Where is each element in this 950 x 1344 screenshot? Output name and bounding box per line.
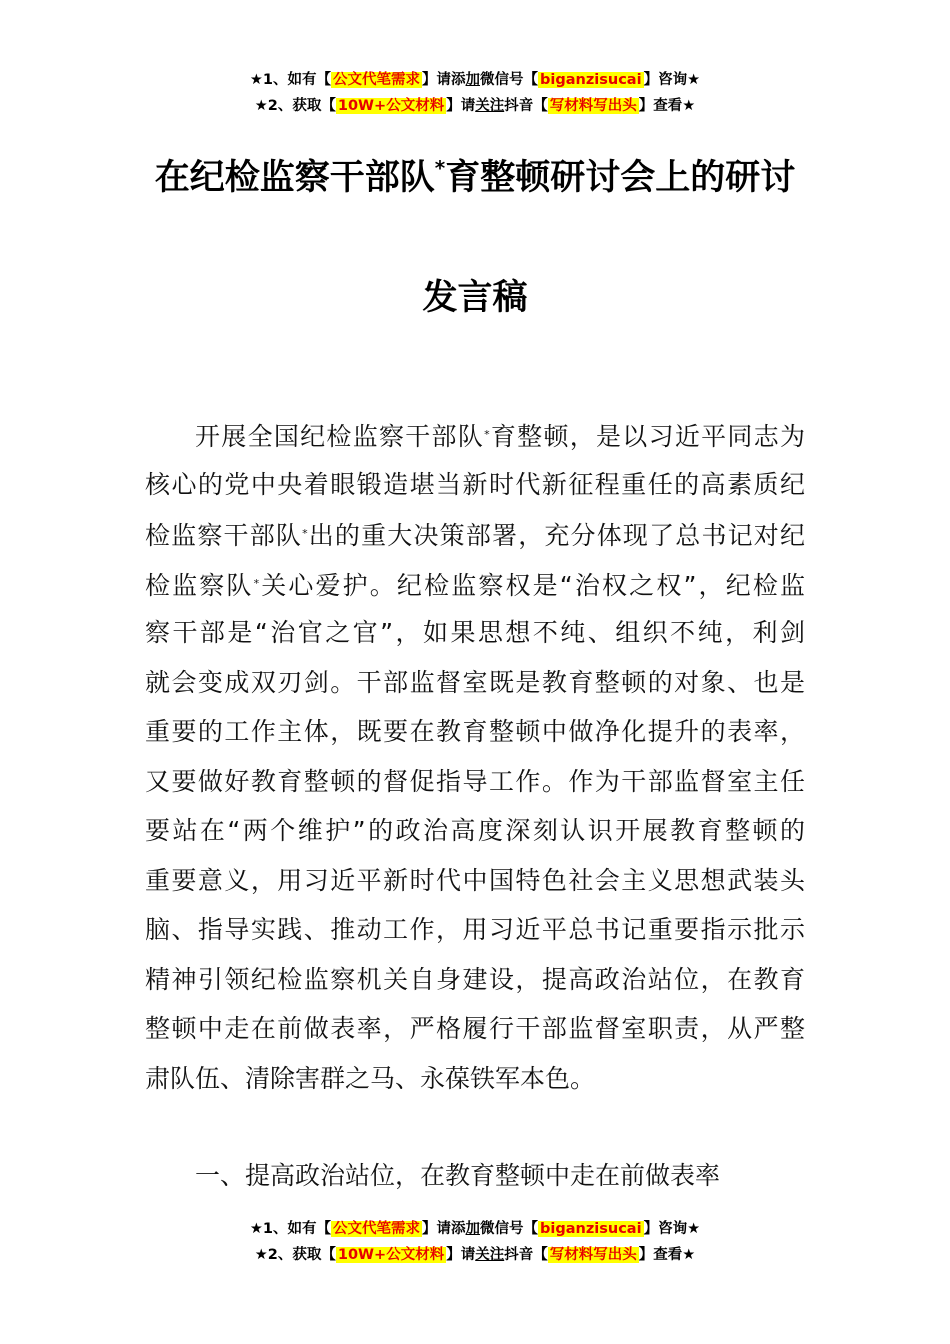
body-line bbox=[145, 509, 805, 559]
body-line bbox=[145, 905, 805, 955]
banner-line-1 bbox=[0, 1216, 950, 1242]
asterisk-mark: * bbox=[302, 527, 308, 540]
banner-highlight: 10W+公文材料 bbox=[337, 1247, 445, 1263]
banner-line-2 bbox=[0, 93, 950, 119]
body-text-segment: 整顿中走在前做表率，严格履行干部监督室职责，从严整 bbox=[145, 1014, 805, 1043]
document-title bbox=[0, 150, 950, 200]
banner-highlight: 写材料写出头 bbox=[549, 1247, 637, 1263]
body-line bbox=[145, 707, 805, 757]
banner-text: 】咨询★ bbox=[643, 1221, 701, 1237]
body-paragraph bbox=[145, 410, 805, 1103]
body-text-segment: 重要意义，用习近平新时代中国特色社会主义思想武装头 bbox=[145, 865, 805, 895]
banner-text: 】请添 bbox=[422, 72, 466, 88]
body-text-segment: 就会变成双刃剑。干部监督室既是教育整顿的对象、也是 bbox=[145, 667, 805, 697]
banner-text: 】请 bbox=[446, 98, 476, 114]
header-banner bbox=[0, 67, 950, 119]
body-text-segment: 育整顿，是以习近平同志为 bbox=[489, 422, 805, 451]
body-line bbox=[145, 460, 805, 510]
body-text-segment: 核心的党中央着眼锻造堪当新时代新征程重任的高素质纪 bbox=[145, 469, 805, 499]
banner-text: 微信号【 bbox=[480, 72, 539, 88]
banner-text: 】请添 bbox=[422, 1221, 466, 1237]
banner-underline: 加 bbox=[465, 72, 481, 88]
section-heading: 一、提高政治站位，在教育整顿中走在前做表率 bbox=[195, 1161, 721, 1190]
body-text-segment: 检监察干部队 bbox=[145, 521, 303, 550]
banner-line-1 bbox=[0, 67, 950, 93]
body-text-segment: 要站在“两个维护”的政治高度深刻认识开展教育整顿的 bbox=[145, 816, 805, 845]
banner-text: 】请 bbox=[446, 1247, 476, 1263]
banner-highlight: biganzisucai bbox=[540, 72, 642, 88]
body-text-segment: 肃队伍、清除害群之马、永葆铁军本色。 bbox=[145, 1063, 596, 1093]
body-line bbox=[145, 658, 805, 708]
banner-text: ★2、获取【 bbox=[254, 1247, 336, 1263]
body-line bbox=[145, 806, 805, 856]
title-mark: * bbox=[434, 156, 446, 180]
body-text-segment: 开展全国纪检监察干部队 bbox=[195, 422, 485, 451]
document-title-line-2: 发言稿 bbox=[422, 278, 528, 318]
body-text-segment: 检监察队 bbox=[145, 570, 254, 600]
body-line bbox=[145, 955, 805, 1005]
body-text-segment: 重要的工作主体，既要在教育整顿中做净化提升的表率， bbox=[145, 717, 805, 746]
footer-banner bbox=[0, 1216, 950, 1268]
title-text: 在纪检监察干部队 bbox=[154, 158, 435, 198]
banner-text: ★2、获取【 bbox=[254, 98, 336, 114]
banner-highlight: 公文代笔需求 bbox=[333, 72, 421, 88]
body-text-segment: 精神引领纪检监察机关自身建设，提高政治站位，在教育 bbox=[145, 964, 805, 994]
body-text-segment: 脑、指导实践、推动工作，用习近平总书记重要指示批示 bbox=[145, 915, 805, 944]
banner-highlight: biganzisucai bbox=[540, 1221, 642, 1237]
banner-text: 抖音【 bbox=[504, 98, 548, 114]
banner-underline: 关注 bbox=[475, 1247, 505, 1263]
asterisk-mark: * bbox=[484, 428, 490, 441]
banner-highlight: 写材料写出头 bbox=[549, 98, 637, 114]
title-text: 育整顿研讨会上的研讨 bbox=[445, 158, 796, 198]
body-text-segment: 察干部是“治官之官”，如果思想不纯、组织不纯，利剑 bbox=[145, 618, 805, 647]
banner-text: 抖音【 bbox=[504, 1247, 548, 1263]
banner-highlight: 公文代笔需求 bbox=[333, 1221, 421, 1237]
banner-text: 微信号【 bbox=[480, 1221, 539, 1237]
banner-underline: 关注 bbox=[475, 98, 505, 114]
banner-line-2 bbox=[0, 1242, 950, 1268]
banner-text: ★1、如有【 bbox=[249, 1221, 332, 1237]
body-text-segment: 关心爱护。纪检监察权是“治权之权”，纪检监 bbox=[259, 570, 805, 600]
asterisk-mark: * bbox=[253, 576, 260, 590]
body-line bbox=[145, 608, 805, 658]
body-line bbox=[145, 559, 805, 609]
banner-text: 】查看★ bbox=[638, 1247, 696, 1263]
banner-text: ★1、如有【 bbox=[249, 72, 332, 88]
banner-underline: 加 bbox=[465, 1221, 481, 1237]
body-line bbox=[145, 856, 805, 906]
body-line bbox=[145, 410, 805, 460]
body-text-segment: 出的重大决策部署，充分体现了总书记对纪 bbox=[307, 521, 805, 550]
banner-text: 】查看★ bbox=[638, 98, 696, 114]
body-text-segment: 又要做好教育整顿的督促指导工作。作为干部监督室主任 bbox=[145, 766, 805, 796]
banner-highlight: 10W+公文材料 bbox=[337, 98, 445, 114]
banner-text: 】咨询★ bbox=[643, 72, 701, 88]
body-line bbox=[145, 1054, 805, 1104]
body-line bbox=[145, 757, 805, 807]
body-line bbox=[145, 1004, 805, 1054]
